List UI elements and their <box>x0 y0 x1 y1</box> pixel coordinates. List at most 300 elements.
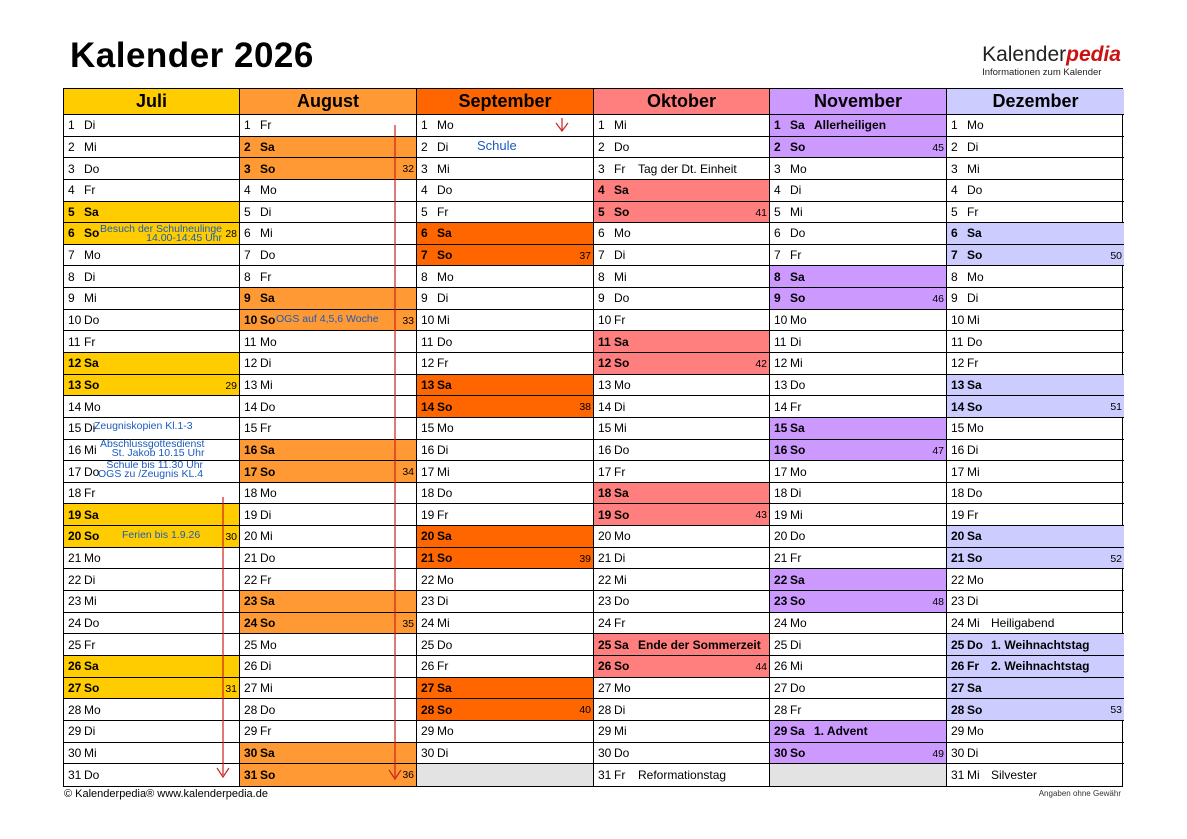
day-number: 30 <box>598 745 612 760</box>
weekday: Fr <box>260 421 272 436</box>
day-row <box>240 245 416 267</box>
weekday: Do <box>614 594 630 609</box>
weekday: Mo <box>437 421 454 436</box>
weekday: Mo <box>260 486 277 501</box>
month-column-november <box>770 89 947 786</box>
day-number: 4 <box>421 183 428 198</box>
day-row <box>417 266 593 288</box>
day-number: 19 <box>598 507 612 522</box>
day-number: 17 <box>244 464 258 479</box>
weekday: Mo <box>260 637 277 652</box>
day-number: 8 <box>244 269 251 284</box>
day-row <box>947 548 1124 570</box>
weekday: Fr <box>437 356 449 371</box>
day-row <box>770 418 946 440</box>
brand-logo: Kalenderpedia Informationen zum Kalender <box>982 43 1121 78</box>
weekday: Di <box>790 637 802 652</box>
month-header: Dezember <box>947 89 1124 115</box>
day-number: 12 <box>598 356 612 371</box>
weekday: Fr <box>614 161 626 176</box>
weekday: Fr <box>790 399 802 414</box>
day-number: 23 <box>68 594 82 609</box>
day-number: 31 <box>68 767 82 782</box>
day-row <box>594 375 769 397</box>
weekday: Mi <box>790 507 803 522</box>
day-row <box>64 202 239 224</box>
day-number: 14 <box>244 399 258 414</box>
weekday: Fr <box>967 507 979 522</box>
day-number: 17 <box>598 464 612 479</box>
weekday: Di <box>967 442 979 457</box>
day-number: 14 <box>774 399 788 414</box>
week-number: 45 <box>932 141 944 154</box>
day-number: 18 <box>244 486 258 501</box>
day-number: 18 <box>598 486 612 501</box>
week-number: 36 <box>402 769 414 782</box>
weekday: Mo <box>614 529 631 544</box>
week-number: 41 <box>755 206 767 219</box>
day-number: 30 <box>951 745 965 760</box>
day-row <box>417 483 593 505</box>
day-number: 20 <box>244 529 258 544</box>
day-row <box>417 634 593 656</box>
day-row <box>240 721 416 743</box>
day-number: 6 <box>68 226 75 241</box>
day-row <box>64 266 239 288</box>
day-row <box>240 331 416 353</box>
weekday: Sa <box>437 226 452 241</box>
day-row <box>947 743 1124 765</box>
weekday: Do <box>437 183 453 198</box>
week-number: 50 <box>1110 249 1122 262</box>
day-row <box>240 569 416 591</box>
day-row <box>594 613 769 635</box>
day-row <box>240 613 416 635</box>
weekday: Fr <box>84 183 96 198</box>
day-row <box>594 526 769 548</box>
weekday: Mi <box>437 313 450 328</box>
day-number: 16 <box>421 442 435 457</box>
weekday: Di <box>614 702 626 717</box>
calendar-note: Besuch der Schulneulinge 14.00-14:45 Uhr <box>100 223 223 245</box>
week-number: 44 <box>755 660 767 673</box>
day-number: 30 <box>68 745 82 760</box>
day-row <box>240 656 416 678</box>
day-number: 11 <box>68 334 81 349</box>
day-row <box>240 202 416 224</box>
day-row <box>770 440 946 462</box>
weekday: Mo <box>260 334 277 349</box>
day-number: 24 <box>598 616 612 630</box>
day-number: 2 <box>951 139 958 154</box>
day-row <box>594 245 769 267</box>
day-number: 9 <box>68 291 75 306</box>
day-number: 24 <box>774 616 788 630</box>
weekday: Fr <box>967 204 979 219</box>
week-number: 29 <box>225 379 237 392</box>
day-number: 8 <box>68 269 75 284</box>
weekday: Fr <box>614 767 626 782</box>
day-number: 1 <box>774 118 781 133</box>
day-number: 4 <box>774 183 781 198</box>
day-row <box>64 418 239 440</box>
month-header: November <box>770 89 946 115</box>
weekday: Fr <box>260 572 272 587</box>
day-number: 10 <box>244 313 258 328</box>
day-number: 6 <box>598 226 605 241</box>
day-number: 23 <box>244 594 258 609</box>
weekday: So <box>260 161 276 176</box>
day-row <box>417 569 593 591</box>
day-number: 28 <box>68 702 82 717</box>
day-number: 28 <box>421 702 435 717</box>
weekday: Di <box>84 724 96 739</box>
day-number: 5 <box>774 204 781 219</box>
day-row <box>770 180 946 202</box>
weekday: Mi <box>84 291 97 306</box>
weekday: Fr <box>260 118 272 133</box>
day-number: 9 <box>421 291 428 306</box>
weekday: Mo <box>84 248 101 263</box>
weekday: Fr <box>614 616 626 630</box>
weekday: Mi <box>790 356 803 371</box>
day-row <box>947 569 1124 591</box>
weekday: Sa <box>790 118 805 133</box>
day-row <box>947 721 1124 743</box>
weekday: Sa <box>84 204 99 219</box>
day-number: 8 <box>951 269 958 284</box>
day-number: 7 <box>951 248 958 263</box>
day-number: 25 <box>598 637 612 652</box>
weekday: Fr <box>84 637 96 652</box>
month-column-oktober <box>594 89 770 786</box>
weekday: Fr <box>84 486 96 501</box>
day-row <box>770 483 946 505</box>
week-number: 42 <box>755 358 767 370</box>
day-number: 27 <box>421 680 435 695</box>
month-header: September <box>417 89 593 115</box>
day-row <box>64 223 239 245</box>
day-row <box>594 310 769 332</box>
day-number: 16 <box>598 442 612 457</box>
month-header: August <box>240 89 416 115</box>
weekday: Mo <box>790 616 807 630</box>
holiday-label: Silvester <box>991 767 1038 782</box>
week-number: 47 <box>932 444 944 457</box>
day-number: 21 <box>951 551 965 566</box>
day-row <box>240 375 416 397</box>
day-number: 31 <box>244 767 258 782</box>
day-number: 16 <box>244 442 258 457</box>
day-row <box>947 353 1124 375</box>
day-number: 20 <box>774 529 788 544</box>
weekday: Mo <box>967 421 984 436</box>
weekday: Mi <box>614 724 627 739</box>
weekday: Do <box>790 680 806 695</box>
weekday: Fr <box>614 464 626 479</box>
day-row <box>770 266 946 288</box>
weekday: Di <box>84 572 96 587</box>
weekday: Di <box>967 745 979 760</box>
week-number: 40 <box>579 704 591 717</box>
weekday: Do <box>437 637 453 652</box>
day-row <box>770 721 946 743</box>
weekday: Mo <box>967 118 984 133</box>
weekday: Do <box>790 377 806 392</box>
day-number: 1 <box>598 118 605 133</box>
day-number: 4 <box>951 183 958 198</box>
holiday-label: Reformationstag <box>638 767 727 782</box>
day-row <box>594 569 769 591</box>
day-row <box>64 569 239 591</box>
weekday: So <box>790 139 806 154</box>
day-row <box>770 375 946 397</box>
day-number: 3 <box>68 161 75 176</box>
day-number: 30 <box>421 745 435 760</box>
day-row <box>594 137 769 159</box>
weekday: Di <box>260 356 272 371</box>
day-number: 3 <box>421 161 428 176</box>
day-row <box>417 288 593 310</box>
day-row <box>770 158 946 180</box>
day-row <box>417 115 593 137</box>
week-number: 48 <box>932 596 944 609</box>
weekday: Mi <box>967 313 980 328</box>
day-row <box>240 483 416 505</box>
weekday: Mo <box>260 183 277 198</box>
day-row <box>417 223 593 245</box>
weekday: Mi <box>260 529 273 544</box>
calendar-note: Ferien bis 1.9.26 <box>122 529 201 542</box>
day-number: 21 <box>68 551 82 566</box>
day-row <box>947 266 1124 288</box>
day-number: 28 <box>774 702 788 717</box>
week-number: 28 <box>225 228 237 241</box>
weekday: Sa <box>260 291 275 306</box>
day-row <box>417 656 593 678</box>
day-row <box>594 115 769 137</box>
weekday: Mi <box>84 139 97 154</box>
day-number: 2 <box>68 139 75 154</box>
weekday: Mo <box>790 464 807 479</box>
day-row <box>770 288 946 310</box>
day-row <box>417 245 593 267</box>
day-number: 19 <box>68 507 82 522</box>
weekday: Sa <box>84 659 99 674</box>
weekday: Mi <box>437 161 450 176</box>
day-number: 31 <box>598 767 612 782</box>
day-row <box>64 526 239 548</box>
day-number: 4 <box>598 183 605 198</box>
day-row <box>240 526 416 548</box>
day-row <box>240 288 416 310</box>
day-row <box>770 202 946 224</box>
day-number: 9 <box>951 291 958 306</box>
day-row <box>64 699 239 721</box>
day-row <box>64 396 239 418</box>
day-row <box>770 591 946 613</box>
week-number: 49 <box>932 747 944 760</box>
weekday: So <box>437 399 453 414</box>
weekday: Di <box>84 269 96 284</box>
weekday: Mo <box>84 702 101 717</box>
day-number: 20 <box>421 529 435 544</box>
weekday: Do <box>614 291 630 306</box>
day-row <box>770 656 946 678</box>
weekday: Mi <box>437 616 450 630</box>
day-row <box>64 461 239 483</box>
day-row <box>417 353 593 375</box>
day-number: 17 <box>421 464 435 479</box>
day-number: 12 <box>774 356 788 371</box>
day-row <box>240 310 416 332</box>
day-row <box>770 396 946 418</box>
day-number: 9 <box>774 291 781 306</box>
weekday: Di <box>84 421 96 436</box>
weekday: So <box>790 745 806 760</box>
day-row <box>64 115 239 137</box>
day-row <box>64 613 239 635</box>
weekday: Do <box>84 464 100 479</box>
day-number: 14 <box>598 399 612 414</box>
day-row <box>240 504 416 526</box>
week-number: 39 <box>579 552 591 565</box>
weekday: Fr <box>260 724 272 739</box>
day-row <box>947 396 1124 418</box>
day-row <box>64 548 239 570</box>
day-number: 30 <box>244 745 258 760</box>
day-number: 15 <box>951 421 965 436</box>
day-number: 12 <box>951 356 965 371</box>
day-row <box>770 548 946 570</box>
day-row <box>947 591 1124 613</box>
day-row <box>594 180 769 202</box>
day-row <box>770 569 946 591</box>
day-row <box>240 591 416 613</box>
day-row <box>594 396 769 418</box>
day-number: 24 <box>68 616 82 630</box>
day-row <box>417 678 593 700</box>
week-number: 32 <box>402 163 414 176</box>
weekday: Fr <box>260 269 272 284</box>
day-row <box>770 678 946 700</box>
day-row <box>240 396 416 418</box>
day-number: 14 <box>421 399 435 414</box>
day-number: 10 <box>774 313 788 328</box>
day-row <box>64 504 239 526</box>
day-row <box>594 158 769 180</box>
weekday: Sa <box>260 745 275 760</box>
weekday: So <box>967 551 983 566</box>
month-header: Oktober <box>594 89 769 115</box>
day-row <box>947 440 1124 462</box>
day-number: 21 <box>774 551 788 566</box>
weekday: Mo <box>790 313 807 328</box>
day-row <box>417 526 593 548</box>
weekday: Do <box>437 334 453 349</box>
day-row <box>947 331 1124 353</box>
weekday: Fr <box>437 659 449 674</box>
day-number: 22 <box>774 572 788 587</box>
day-row <box>417 440 593 462</box>
weekday: Mi <box>790 659 803 674</box>
week-number: 46 <box>932 293 944 306</box>
weekday: Sa <box>614 183 629 198</box>
day-number: 7 <box>774 248 781 263</box>
day-number: 12 <box>68 356 82 371</box>
day-number: 28 <box>598 702 612 717</box>
day-row <box>770 526 946 548</box>
weekday: Do <box>967 334 983 349</box>
weekday: Sa <box>84 356 99 371</box>
weekday: Mi <box>84 745 97 760</box>
weekday: Mo <box>84 399 101 414</box>
day-row <box>770 115 946 137</box>
week-number: 43 <box>755 509 767 522</box>
day-row <box>594 202 769 224</box>
day-row <box>64 245 239 267</box>
weekday: Di <box>614 248 626 263</box>
day-number: 11 <box>598 334 611 349</box>
day-row <box>240 699 416 721</box>
weekday: Do <box>260 702 276 717</box>
day-row <box>947 310 1124 332</box>
weekday: Di <box>437 291 449 306</box>
weekday: So <box>260 464 276 479</box>
day-row <box>417 461 593 483</box>
weekday: Sa <box>614 637 629 652</box>
week-number: 37 <box>579 249 591 262</box>
day-row <box>594 634 769 656</box>
day-row <box>417 764 593 786</box>
day-number: 26 <box>951 659 965 674</box>
day-number: 19 <box>421 507 435 522</box>
day-row <box>417 158 593 180</box>
day-row <box>240 158 416 180</box>
day-row <box>417 591 593 613</box>
calendar-note: Schule <box>477 137 517 153</box>
day-number: 2 <box>421 139 428 154</box>
day-number: 8 <box>421 269 428 284</box>
day-number: 3 <box>244 161 251 176</box>
day-number: 17 <box>774 464 788 479</box>
day-number: 5 <box>951 204 958 219</box>
day-row <box>64 180 239 202</box>
weekday: So <box>790 594 806 609</box>
holiday-label: 2. Weihnachtstag <box>991 659 1090 674</box>
week-number: 30 <box>225 531 237 544</box>
weekday: Sa <box>967 680 982 695</box>
weekday: Mi <box>437 464 450 479</box>
weekday: Fr <box>967 356 979 371</box>
day-row <box>947 764 1124 786</box>
day-row <box>594 353 769 375</box>
weekday: Do <box>260 248 276 263</box>
day-row <box>240 223 416 245</box>
day-number: 13 <box>774 377 788 392</box>
day-number: 25 <box>774 637 788 652</box>
day-row <box>240 764 416 786</box>
weekday: Sa <box>260 442 275 457</box>
day-row <box>64 137 239 159</box>
week-number: 38 <box>579 401 591 414</box>
weekday: Fr <box>790 248 802 263</box>
weekday: Sa <box>260 139 275 154</box>
day-row <box>594 288 769 310</box>
day-number: 14 <box>951 399 965 414</box>
day-row <box>64 656 239 678</box>
weekday: So <box>790 291 806 306</box>
